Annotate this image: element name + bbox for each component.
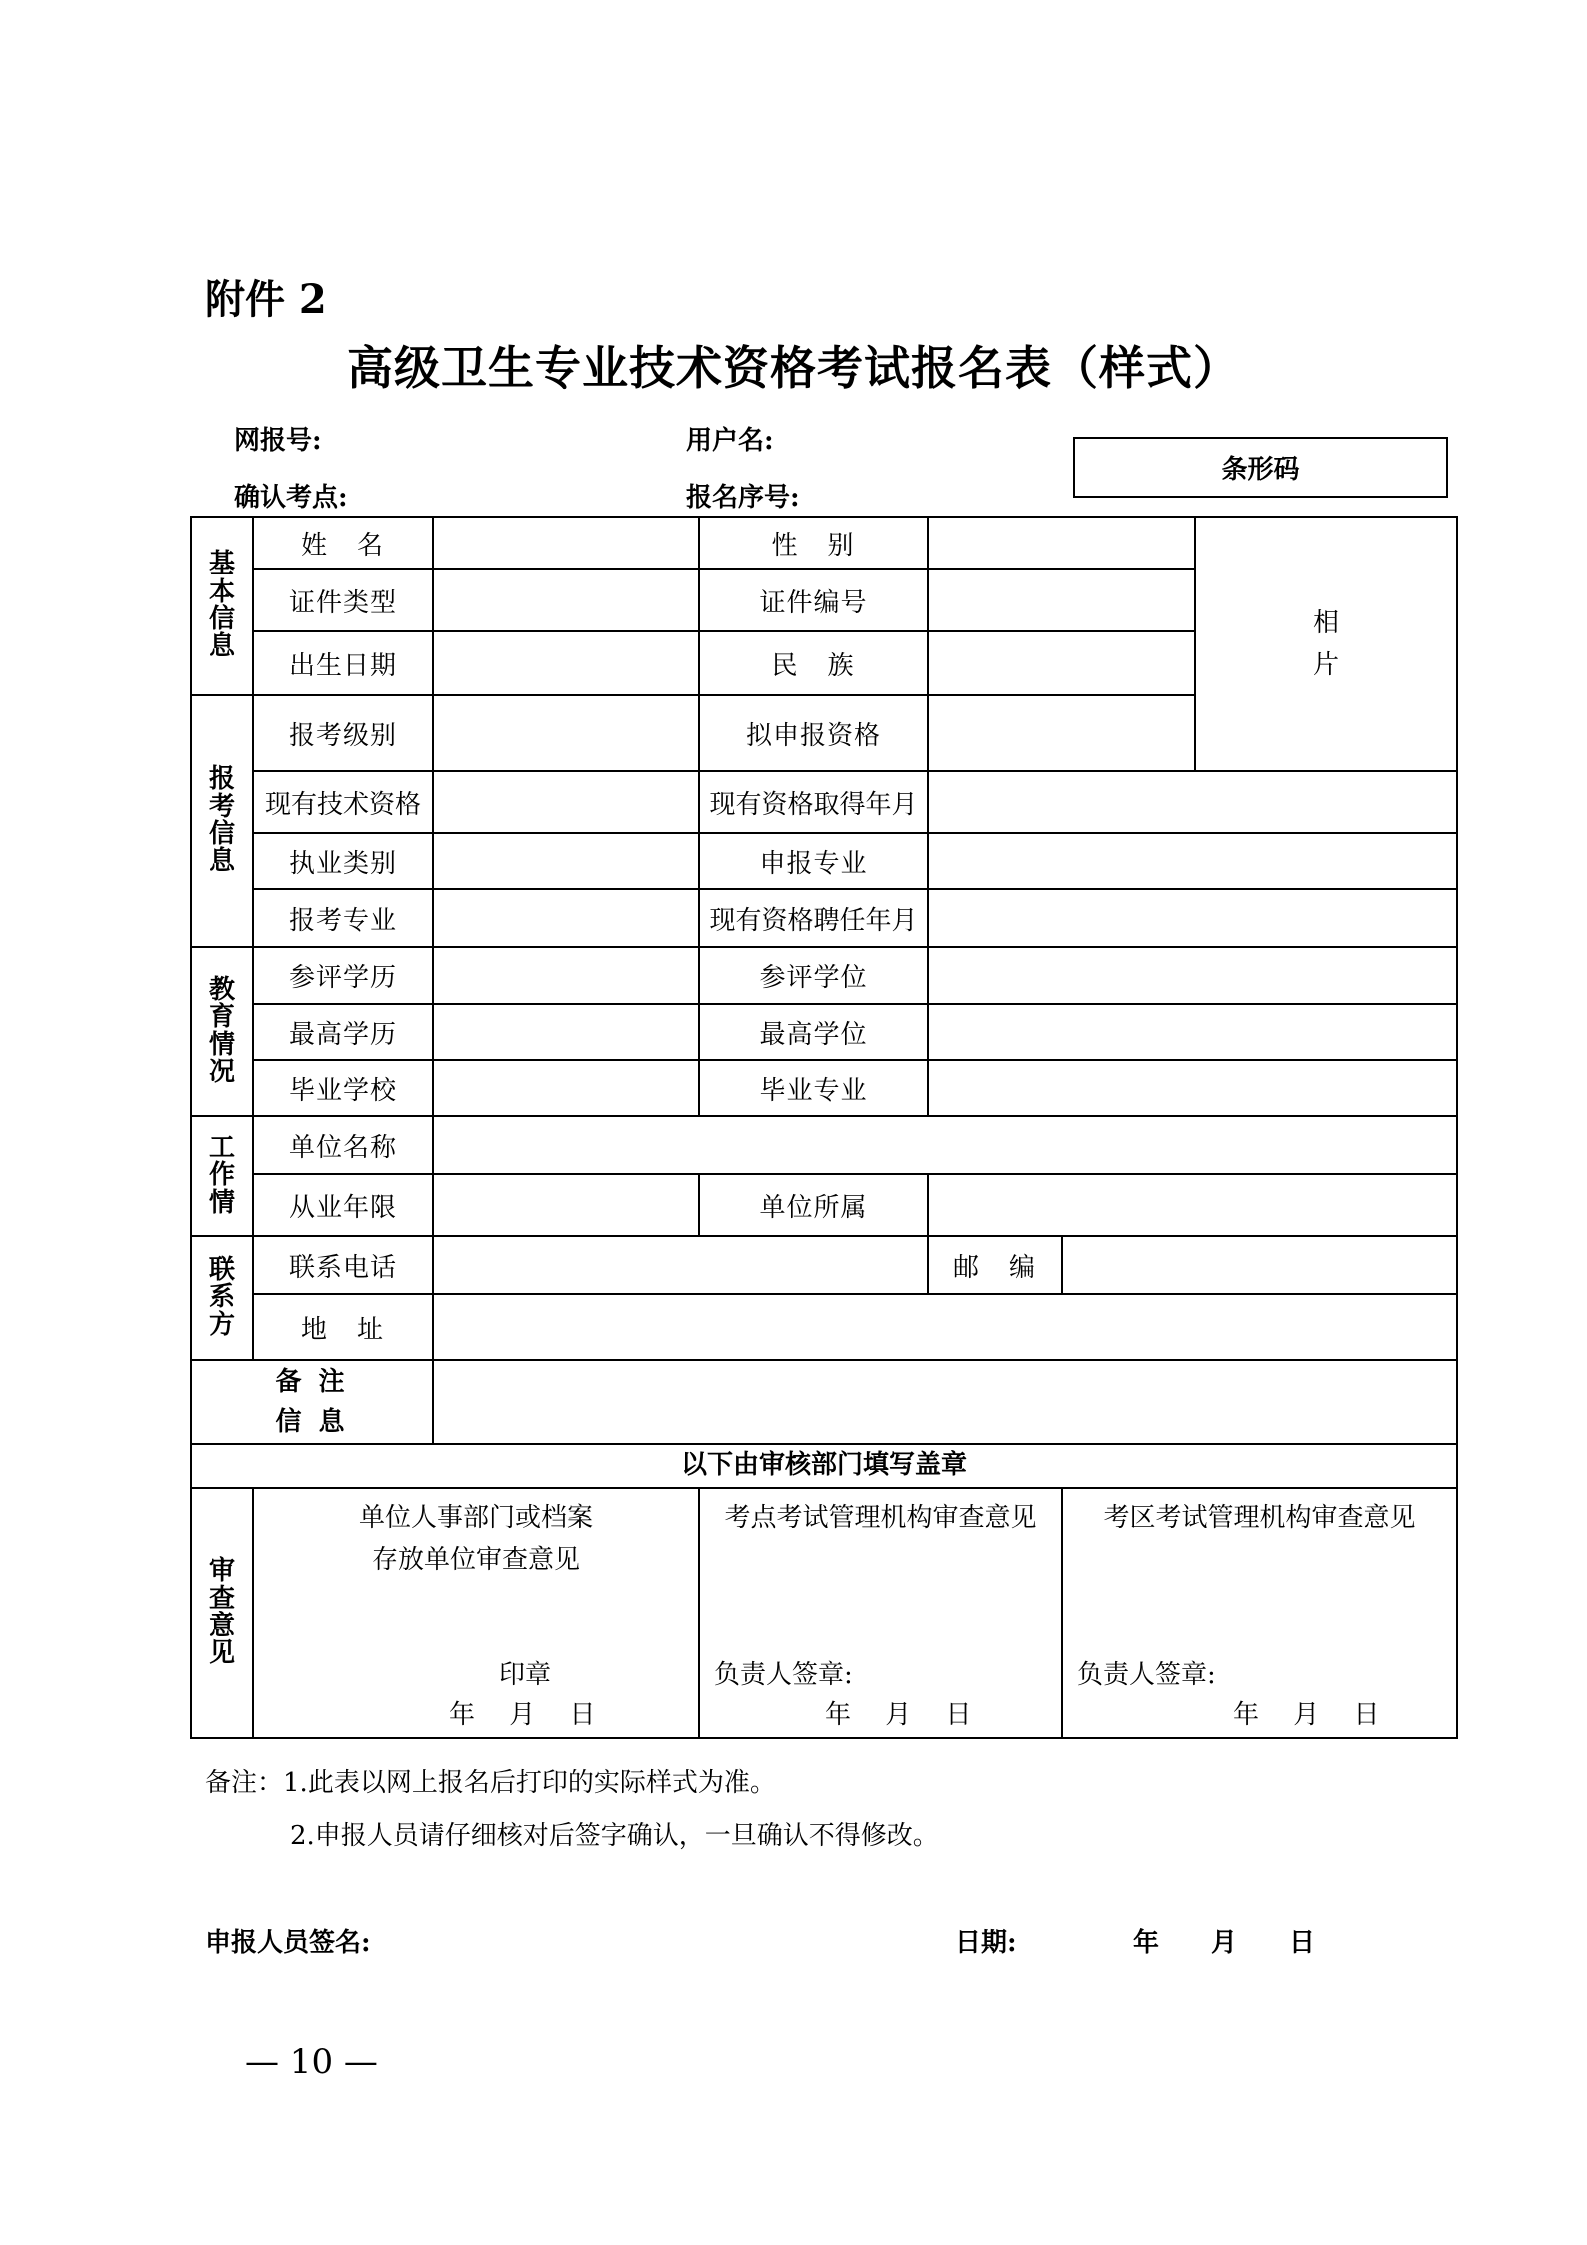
id-no-label: 证件编号	[699, 569, 928, 631]
birth-value[interactable]	[433, 631, 699, 695]
id-no-value[interactable]	[928, 569, 1195, 631]
review-header: 以下由审核部门填写盖章	[191, 1444, 1457, 1488]
review-area-title: 考区考试管理机构审查意见	[1103, 1503, 1416, 1533]
id-type-value[interactable]	[433, 569, 699, 631]
review-site-title: 考点考试管理机构审查意见	[724, 1503, 1037, 1533]
cur-qual-date-value[interactable]	[928, 771, 1457, 833]
high-edu-value[interactable]	[433, 1004, 699, 1060]
grad-school-label: 毕业学校	[253, 1060, 433, 1116]
date-label: 日期:	[955, 1928, 1017, 1958]
high-degree-label: 最高学位	[699, 1004, 928, 1060]
postcode-label: 邮 编	[928, 1236, 1062, 1294]
ethnicity-label: 民 族	[699, 631, 928, 695]
eval-degree-label: 参评学位	[699, 947, 928, 1004]
exam-level-value[interactable]	[433, 695, 699, 771]
exam-major-value[interactable]	[433, 889, 699, 947]
birth-label: 出生日期	[253, 631, 433, 695]
review-unit-date: 年 月 日	[449, 1700, 596, 1730]
eval-degree-value[interactable]	[928, 947, 1457, 1004]
review-area-date: 年 月 日	[1233, 1700, 1380, 1730]
apply-qual-label: 拟申报资格	[699, 695, 928, 771]
section-review: 审查意见	[191, 1488, 253, 1738]
barcode-label: 条形码	[1221, 455, 1300, 485]
username-label: 用户名:	[686, 426, 774, 456]
cur-tech-value[interactable]	[433, 771, 699, 833]
practice-type-value[interactable]	[433, 833, 699, 889]
years-label: 从业年限	[253, 1174, 433, 1236]
practice-type-label: 执业类别	[253, 833, 433, 889]
review-area-cell	[1062, 1488, 1457, 1738]
applicant-signature-label: 申报人员签名:	[205, 1928, 371, 1958]
review-site-date: 年 月 日	[825, 1700, 972, 1730]
ethnicity-value[interactable]	[928, 631, 1195, 695]
name-value[interactable]	[433, 517, 699, 569]
cur-qual-date-label: 现有资格取得年月	[699, 771, 928, 833]
gender-value[interactable]	[928, 517, 1195, 569]
high-degree-value[interactable]	[928, 1004, 1457, 1060]
date-value: 年 月 日	[1133, 1928, 1316, 1958]
address-label: 地 址	[253, 1294, 433, 1360]
note-line-2: 2.申报人员请仔细核对后签字确认，一旦确认不得修改。	[290, 1821, 939, 1851]
attachment-label: 附件 2	[205, 276, 327, 323]
exam-level-label: 报考级别	[253, 695, 433, 771]
cur-qual-hire-value[interactable]	[928, 889, 1457, 947]
review-site-sign: 负责人签章:	[714, 1660, 853, 1690]
online-no-label: 网报号:	[234, 426, 322, 456]
remarks-label: 备 注 信 息	[191, 1360, 433, 1444]
unit-name-value[interactable]	[433, 1116, 1457, 1174]
section-work: 工作情	[191, 1116, 253, 1236]
registration-form-table	[190, 516, 1458, 1739]
section-exam-info: 报考信息	[191, 695, 253, 947]
grad-major-value[interactable]	[928, 1060, 1457, 1116]
apply-major-value[interactable]	[928, 833, 1457, 889]
barcode-box	[1073, 437, 1448, 498]
unit-belong-value[interactable]	[928, 1174, 1457, 1236]
postcode-value[interactable]	[1062, 1236, 1457, 1294]
note-line-1	[205, 1762, 776, 1799]
cur-qual-hire-label: 现有资格聘任年月	[699, 889, 928, 947]
section-education: 教育情况	[191, 947, 253, 1116]
review-unit-seal: 印章	[499, 1660, 552, 1690]
name-label: 姓 名	[253, 517, 433, 569]
unit-belong-label: 单位所属	[699, 1174, 928, 1236]
gender-label: 性 别	[699, 517, 928, 569]
review-site-cell	[699, 1488, 1062, 1738]
eval-edu-value[interactable]	[433, 947, 699, 1004]
grad-school-value[interactable]	[433, 1060, 699, 1116]
grad-major-label: 毕业专业	[699, 1060, 928, 1116]
note-1-text: 1.此表以网上报名后打印的实际样式为准。	[283, 1768, 776, 1798]
reg-seq-label: 报名序号:	[686, 483, 800, 513]
note-prefix: 备注：	[205, 1768, 284, 1798]
apply-qual-value[interactable]	[928, 695, 1195, 771]
phone-label: 联系电话	[253, 1236, 433, 1294]
review-unit-cell	[253, 1488, 699, 1738]
unit-name-label: 单位名称	[253, 1116, 433, 1174]
section-contact: 联系方	[191, 1236, 253, 1360]
high-edu-label: 最高学历	[253, 1004, 433, 1060]
photo-label: 相 片	[1312, 608, 1339, 680]
section-basic-info: 基本信息	[191, 517, 253, 695]
eval-edu-label: 参评学历	[253, 947, 433, 1004]
exam-site-label: 确认考点:	[234, 483, 348, 513]
photo-box	[1195, 517, 1457, 771]
cur-tech-label: 现有技术资格	[253, 771, 433, 833]
phone-value[interactable]	[433, 1236, 928, 1294]
id-type-label: 证件类型	[253, 569, 433, 631]
exam-major-label: 报考专业	[253, 889, 433, 947]
review-area-sign: 负责人签章:	[1077, 1660, 1216, 1690]
apply-major-label: 申报专业	[699, 833, 928, 889]
review-unit-title: 单位人事部门或档案 存放单位审查意见	[358, 1503, 593, 1575]
remarks-value[interactable]	[433, 1360, 1457, 1444]
page-title: 高级卫生专业技术资格考试报名表（样式）	[347, 341, 1240, 395]
page-number: — 10 —	[245, 2042, 378, 2082]
years-value[interactable]	[433, 1174, 699, 1236]
address-value[interactable]	[433, 1294, 1457, 1360]
